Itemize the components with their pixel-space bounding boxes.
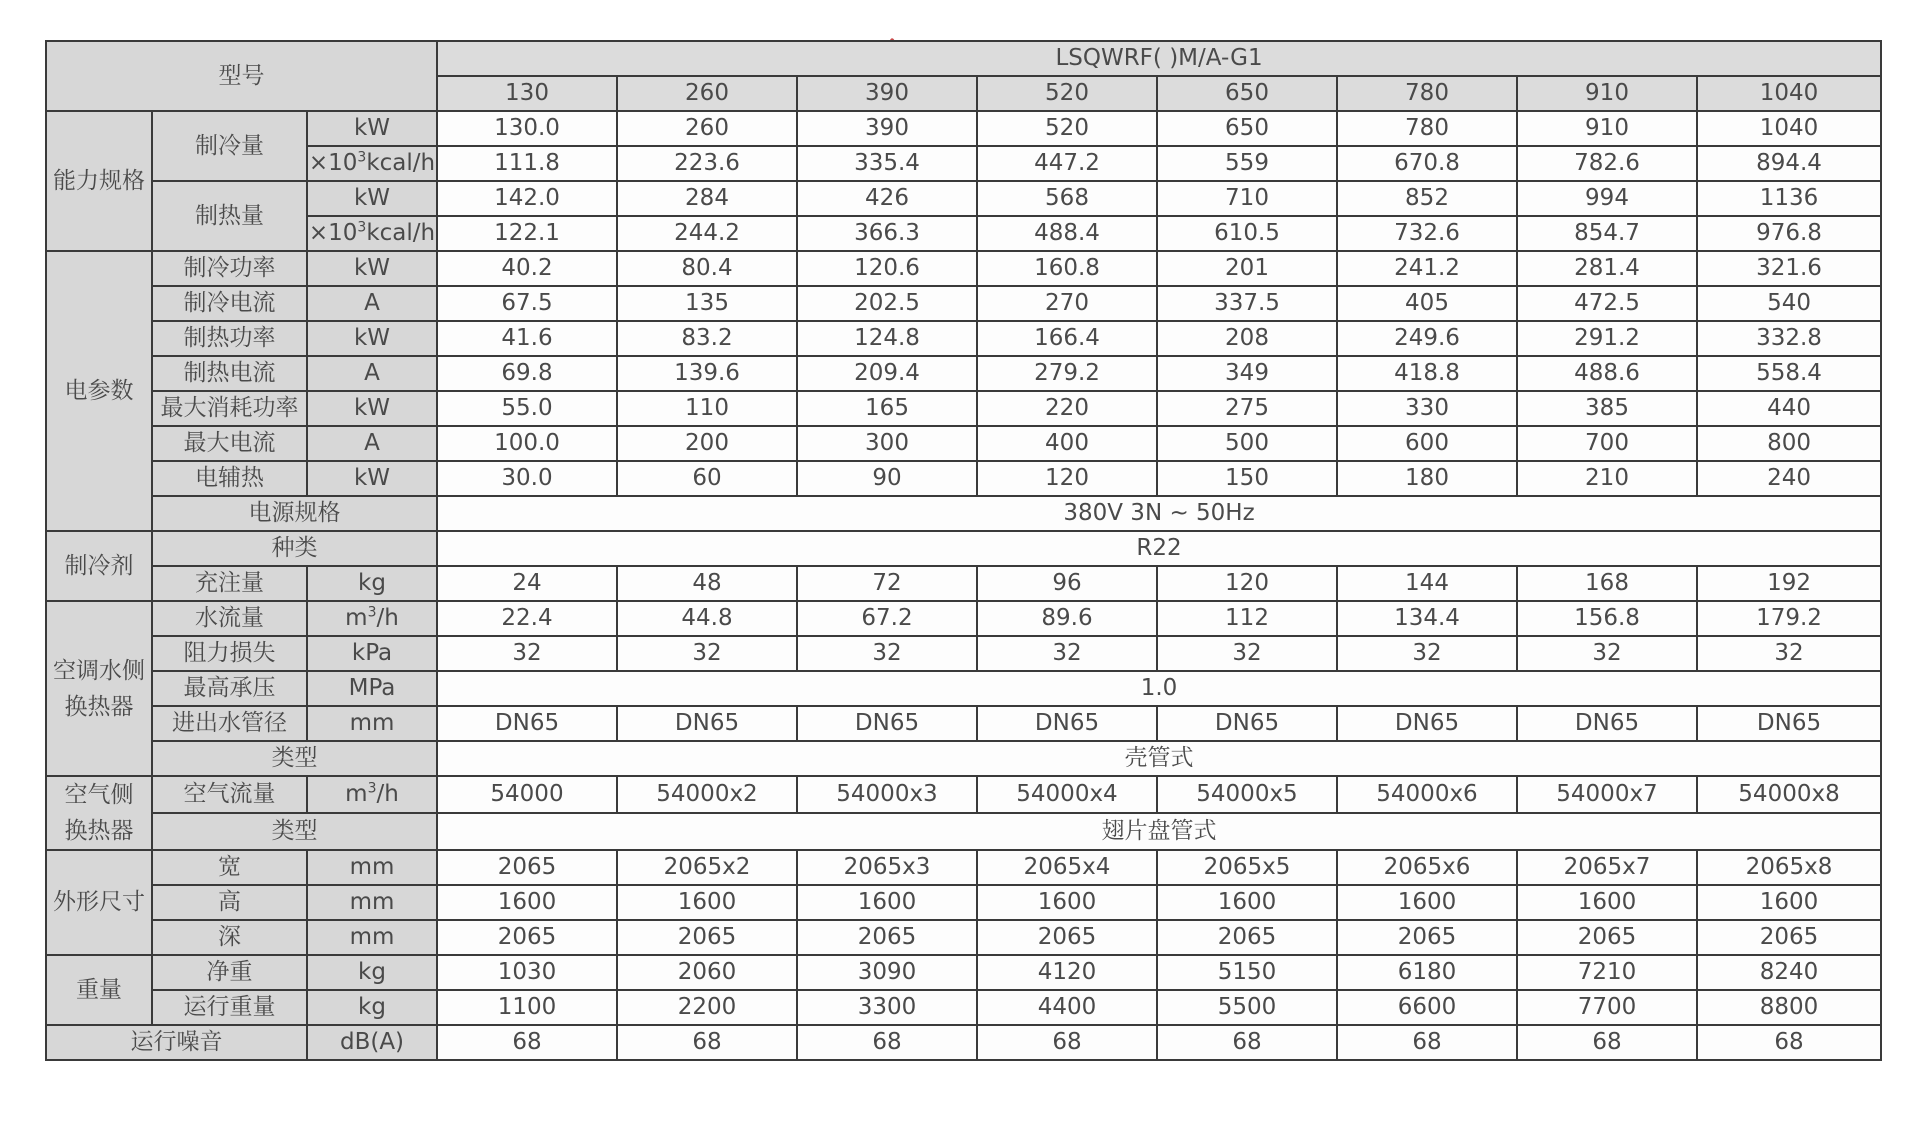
spec-sheet bbox=[45, 40, 1882, 1061]
value-cell: 32 bbox=[797, 636, 977, 671]
value-cell: 994 bbox=[1517, 181, 1697, 216]
value-cell: DN65 bbox=[1517, 706, 1697, 741]
unit-suffix: kcal/h bbox=[366, 220, 436, 246]
group-electrical: 电参数 bbox=[46, 251, 152, 531]
value-cell: 488.6 bbox=[1517, 356, 1697, 391]
row-label-cooling-capacity: 制冷量 bbox=[152, 111, 307, 181]
value-cell: 300 bbox=[797, 426, 977, 461]
value-cell: 180 bbox=[1337, 461, 1517, 496]
value-cell: DN65 bbox=[797, 706, 977, 741]
value-cell: 200 bbox=[617, 426, 797, 461]
value-cell: 2065 bbox=[437, 850, 617, 885]
value-cell: 44.8 bbox=[617, 601, 797, 636]
unit-cell: kg bbox=[307, 566, 437, 601]
value-cell: 192 bbox=[1697, 566, 1881, 601]
value-cell: 68 bbox=[977, 1025, 1157, 1060]
row-label: 深 bbox=[152, 920, 307, 955]
value-cell: 122.1 bbox=[437, 216, 617, 251]
value-cell: 54000x4 bbox=[977, 776, 1157, 813]
value-cell: 447.2 bbox=[977, 146, 1157, 181]
value-cell: DN65 bbox=[1697, 706, 1881, 741]
group-label-line: 空调水侧 bbox=[53, 657, 145, 684]
value-cell: 54000x3 bbox=[797, 776, 977, 813]
value-cell: 210 bbox=[1517, 461, 1697, 496]
row-heat-power bbox=[46, 321, 1881, 356]
row-heat-kw bbox=[46, 181, 1881, 216]
value-cell: 1600 bbox=[1697, 885, 1881, 920]
row-charge bbox=[46, 566, 1881, 601]
value-cell: 165 bbox=[797, 391, 977, 426]
value-cell: 142.0 bbox=[437, 181, 617, 216]
row-heat-current bbox=[46, 356, 1881, 391]
value-cell: 2065x7 bbox=[1517, 850, 1697, 885]
value-cell: 332.8 bbox=[1697, 321, 1881, 356]
row-cool-power bbox=[46, 251, 1881, 286]
value-cell: 8240 bbox=[1697, 955, 1881, 990]
value-cell: 54000x8 bbox=[1697, 776, 1881, 813]
value-cell: 156.8 bbox=[1517, 601, 1697, 636]
value-cell: 1600 bbox=[617, 885, 797, 920]
row-label: 宽 bbox=[152, 850, 307, 885]
value-cell: 120.6 bbox=[797, 251, 977, 286]
row-heat-kcal bbox=[46, 216, 1881, 251]
group-capacity: 能力规格 bbox=[46, 111, 152, 251]
unit-cell: kPa bbox=[307, 636, 437, 671]
unit-suffix: /h bbox=[376, 781, 399, 807]
row-depth bbox=[46, 920, 1881, 955]
row-refrigerant-type bbox=[46, 531, 1881, 566]
unit-cell: mm bbox=[307, 885, 437, 920]
value-cell: 240 bbox=[1697, 461, 1881, 496]
row-net-weight bbox=[46, 955, 1881, 990]
value-cell: 68 bbox=[1697, 1025, 1881, 1060]
value-cell: 852 bbox=[1337, 181, 1517, 216]
merged-value-max-pressure: 1.0 bbox=[437, 671, 1881, 706]
value-cell: 68 bbox=[797, 1025, 977, 1060]
row-label: 电辅热 bbox=[152, 461, 307, 496]
value-cell: 80.4 bbox=[617, 251, 797, 286]
value-cell: 418.8 bbox=[1337, 356, 1517, 391]
value-cell: 390 bbox=[797, 111, 977, 146]
unit-cell bbox=[307, 146, 437, 181]
value-cell: 330 bbox=[1337, 391, 1517, 426]
row-label: 最大消耗功率 bbox=[152, 391, 307, 426]
value-cell: 321.6 bbox=[1697, 251, 1881, 286]
value-cell: 2065 bbox=[1157, 920, 1337, 955]
value-cell: 89.6 bbox=[977, 601, 1157, 636]
value-cell: 610.5 bbox=[1157, 216, 1337, 251]
value-cell: 72 bbox=[797, 566, 977, 601]
value-cell: 110 bbox=[617, 391, 797, 426]
value-cell: 700 bbox=[1517, 426, 1697, 461]
row-op-weight bbox=[46, 990, 1881, 1025]
value-cell: 139.6 bbox=[617, 356, 797, 391]
row-label: 制热功率 bbox=[152, 321, 307, 356]
merged-value-power-supply: 380V 3N ~ 50Hz bbox=[437, 496, 1881, 531]
value-cell: 2065 bbox=[1697, 920, 1881, 955]
value-cell: 270 bbox=[977, 286, 1157, 321]
unit-exponent: 3 bbox=[357, 149, 367, 166]
row-height bbox=[46, 885, 1881, 920]
unit-cell: dB(A) bbox=[307, 1025, 437, 1060]
row-label: 充注量 bbox=[152, 566, 307, 601]
value-cell: 782.6 bbox=[1517, 146, 1697, 181]
value-cell: 7210 bbox=[1517, 955, 1697, 990]
value-cell: 32 bbox=[437, 636, 617, 671]
value-cell: 540 bbox=[1697, 286, 1881, 321]
model-column-header: 130 bbox=[437, 76, 617, 111]
value-cell: 349 bbox=[1157, 356, 1337, 391]
value-cell: DN65 bbox=[617, 706, 797, 741]
unit-cell: mm bbox=[307, 850, 437, 885]
group-dimensions: 外形尺寸 bbox=[46, 850, 152, 955]
row-pipe-diameter bbox=[46, 706, 1881, 741]
group-weight: 重量 bbox=[46, 955, 152, 1025]
value-cell: 1600 bbox=[797, 885, 977, 920]
value-cell: 223.6 bbox=[617, 146, 797, 181]
row-max-current bbox=[46, 426, 1881, 461]
value-cell: 780 bbox=[1337, 111, 1517, 146]
value-cell: 670.8 bbox=[1337, 146, 1517, 181]
merged-value-water-hx-type: 壳管式 bbox=[437, 741, 1881, 776]
value-cell: 650 bbox=[1157, 111, 1337, 146]
model-column-header: 260 bbox=[617, 76, 797, 111]
row-label: 阻力损失 bbox=[152, 636, 307, 671]
row-water-flow bbox=[46, 601, 1881, 636]
unit-cell: MPa bbox=[307, 671, 437, 706]
model-label: 型号 bbox=[46, 41, 437, 111]
unit-cell: kW bbox=[307, 181, 437, 216]
value-cell: 8800 bbox=[1697, 990, 1881, 1025]
unit-suffix: kcal/h bbox=[366, 150, 436, 176]
value-cell: 976.8 bbox=[1697, 216, 1881, 251]
model-column-header: 520 bbox=[977, 76, 1157, 111]
row-noise bbox=[46, 1025, 1881, 1060]
value-cell: 732.6 bbox=[1337, 216, 1517, 251]
value-cell: 160.8 bbox=[977, 251, 1157, 286]
value-cell: DN65 bbox=[437, 706, 617, 741]
value-cell: 5150 bbox=[1157, 955, 1337, 990]
value-cell: 800 bbox=[1697, 426, 1881, 461]
value-cell: 894.4 bbox=[1697, 146, 1881, 181]
value-cell: 5500 bbox=[1157, 990, 1337, 1025]
row-label: 净重 bbox=[152, 955, 307, 990]
value-cell: 201 bbox=[1157, 251, 1337, 286]
value-cell: 2065 bbox=[437, 920, 617, 955]
value-cell: 32 bbox=[617, 636, 797, 671]
value-cell: 202.5 bbox=[797, 286, 977, 321]
value-cell: 41.6 bbox=[437, 321, 617, 356]
value-cell: 120 bbox=[977, 461, 1157, 496]
value-cell: 249.6 bbox=[1337, 321, 1517, 356]
value-cell: 90 bbox=[797, 461, 977, 496]
row-cool-current bbox=[46, 286, 1881, 321]
row-label-power-supply: 电源规格 bbox=[152, 496, 437, 531]
value-cell: 910 bbox=[1517, 111, 1697, 146]
unit-cell: kW bbox=[307, 111, 437, 146]
value-cell: 209.4 bbox=[797, 356, 977, 391]
value-cell: 30.0 bbox=[437, 461, 617, 496]
value-cell: 83.2 bbox=[617, 321, 797, 356]
value-cell: 32 bbox=[1337, 636, 1517, 671]
model-column-header: 1040 bbox=[1697, 76, 1881, 111]
unit-exponent: 3 bbox=[367, 604, 377, 621]
group-air_hx bbox=[46, 776, 152, 850]
unit-cell: mm bbox=[307, 706, 437, 741]
value-cell: 3300 bbox=[797, 990, 977, 1025]
row-label-heating-capacity: 制热量 bbox=[152, 181, 307, 251]
value-cell: 488.4 bbox=[977, 216, 1157, 251]
value-cell: 1600 bbox=[437, 885, 617, 920]
unit-cell: A bbox=[307, 356, 437, 391]
unit-prefix: ×10 bbox=[308, 220, 358, 246]
row-cool-kw bbox=[46, 111, 1881, 146]
value-cell: 2065x4 bbox=[977, 850, 1157, 885]
value-cell: 2065 bbox=[1517, 920, 1697, 955]
value-cell: 24 bbox=[437, 566, 617, 601]
group-refrigerant: 制冷剂 bbox=[46, 531, 152, 601]
group-label-line: 换热器 bbox=[64, 818, 134, 844]
value-cell: 568 bbox=[977, 181, 1157, 216]
unit-cell: kg bbox=[307, 955, 437, 990]
row-label: 制热电流 bbox=[152, 356, 307, 391]
value-cell: 559 bbox=[1157, 146, 1337, 181]
value-cell: 1040 bbox=[1697, 111, 1881, 146]
value-cell: 55.0 bbox=[437, 391, 617, 426]
value-cell: 168 bbox=[1517, 566, 1697, 601]
merged-value-refrigerant: R22 bbox=[437, 531, 1881, 566]
value-cell: 150 bbox=[1157, 461, 1337, 496]
value-cell: 520 bbox=[977, 111, 1157, 146]
value-cell: 279.2 bbox=[977, 356, 1157, 391]
value-cell: 69.8 bbox=[437, 356, 617, 391]
row-water-hx-type bbox=[46, 741, 1881, 776]
value-cell: 500 bbox=[1157, 426, 1337, 461]
value-cell: 54000x7 bbox=[1517, 776, 1697, 813]
value-cell: 281.4 bbox=[1517, 251, 1697, 286]
unit-cell: kW bbox=[307, 251, 437, 286]
row-label: 空气流量 bbox=[152, 776, 307, 813]
value-cell: 2065x6 bbox=[1337, 850, 1517, 885]
value-cell: 68 bbox=[617, 1025, 797, 1060]
unit-cell: A bbox=[307, 286, 437, 321]
value-cell: 54000 bbox=[437, 776, 617, 813]
row-air-hx-type bbox=[46, 813, 1881, 850]
row-label: 水流量 bbox=[152, 601, 307, 636]
value-cell: 2065 bbox=[977, 920, 1157, 955]
row-width bbox=[46, 850, 1881, 885]
value-cell: 134.4 bbox=[1337, 601, 1517, 636]
value-cell: 244.2 bbox=[617, 216, 797, 251]
value-cell: 60 bbox=[617, 461, 797, 496]
header-row-series bbox=[46, 41, 1881, 76]
value-cell: 54000x6 bbox=[1337, 776, 1517, 813]
value-cell: 4400 bbox=[977, 990, 1157, 1025]
value-cell: 67.2 bbox=[797, 601, 977, 636]
model-column-header: 780 bbox=[1337, 76, 1517, 111]
value-cell: 275 bbox=[1157, 391, 1337, 426]
row-air-flow bbox=[46, 776, 1881, 813]
unit-cell bbox=[307, 776, 437, 813]
value-cell: 2060 bbox=[617, 955, 797, 990]
group-label-line: 空气侧 bbox=[64, 782, 134, 808]
value-cell: 2065x3 bbox=[797, 850, 977, 885]
value-cell: 241.2 bbox=[1337, 251, 1517, 286]
merged-value-air-hx-type: 翅片盘管式 bbox=[437, 813, 1881, 850]
value-cell: 48 bbox=[617, 566, 797, 601]
value-cell: 68 bbox=[1517, 1025, 1697, 1060]
unit-suffix: /h bbox=[376, 605, 399, 631]
value-cell: 337.5 bbox=[1157, 286, 1337, 321]
value-cell: 68 bbox=[1157, 1025, 1337, 1060]
value-cell: 111.8 bbox=[437, 146, 617, 181]
value-cell: 32 bbox=[1697, 636, 1881, 671]
row-pressure-drop bbox=[46, 636, 1881, 671]
value-cell: 335.4 bbox=[797, 146, 977, 181]
row-max-power bbox=[46, 391, 1881, 426]
value-cell: 1100 bbox=[437, 990, 617, 1025]
value-cell: 68 bbox=[1337, 1025, 1517, 1060]
row-label-noise: 运行噪音 bbox=[46, 1025, 307, 1060]
value-cell: 710 bbox=[1157, 181, 1337, 216]
row-label: 最大电流 bbox=[152, 426, 307, 461]
unit-cell: kW bbox=[307, 391, 437, 426]
row-label: 进出水管径 bbox=[152, 706, 307, 741]
unit-cell: kW bbox=[307, 321, 437, 356]
value-cell: 6180 bbox=[1337, 955, 1517, 990]
value-cell: 135 bbox=[617, 286, 797, 321]
value-cell: DN65 bbox=[1337, 706, 1517, 741]
row-label-refrigerant-type: 种类 bbox=[152, 531, 437, 566]
value-cell: 1600 bbox=[1517, 885, 1697, 920]
value-cell: 4120 bbox=[977, 955, 1157, 990]
value-cell: 32 bbox=[1157, 636, 1337, 671]
value-cell: 1600 bbox=[1157, 885, 1337, 920]
value-cell: 440 bbox=[1697, 391, 1881, 426]
value-cell: 130.0 bbox=[437, 111, 617, 146]
value-cell: 3090 bbox=[797, 955, 977, 990]
value-cell: 600 bbox=[1337, 426, 1517, 461]
value-cell: 112 bbox=[1157, 601, 1337, 636]
value-cell: 2065 bbox=[797, 920, 977, 955]
unit-base: m bbox=[345, 605, 368, 631]
value-cell: 100.0 bbox=[437, 426, 617, 461]
row-power-supply bbox=[46, 496, 1881, 531]
value-cell: 291.2 bbox=[1517, 321, 1697, 356]
value-cell: 67.5 bbox=[437, 286, 617, 321]
unit-prefix: ×10 bbox=[308, 150, 358, 176]
value-cell: 68 bbox=[437, 1025, 617, 1060]
row-max-pressure bbox=[46, 671, 1881, 706]
series-name: LSQWRF( )M/A-G1 bbox=[437, 41, 1881, 76]
value-cell: 40.2 bbox=[437, 251, 617, 286]
unit-cell: mm bbox=[307, 920, 437, 955]
value-cell: 854.7 bbox=[1517, 216, 1697, 251]
value-cell: 54000x2 bbox=[617, 776, 797, 813]
model-column-header: 390 bbox=[797, 76, 977, 111]
value-cell: 1600 bbox=[1337, 885, 1517, 920]
value-cell: 144 bbox=[1337, 566, 1517, 601]
value-cell: 1136 bbox=[1697, 181, 1881, 216]
unit-cell: kg bbox=[307, 990, 437, 1025]
row-label: 最高承压 bbox=[152, 671, 307, 706]
unit-base: m bbox=[345, 781, 368, 807]
value-cell: 96 bbox=[977, 566, 1157, 601]
unit-cell bbox=[307, 601, 437, 636]
unit-cell bbox=[307, 216, 437, 251]
row-label-type: 类型 bbox=[152, 813, 437, 850]
value-cell: 2065x8 bbox=[1697, 850, 1881, 885]
value-cell: 1030 bbox=[437, 955, 617, 990]
value-cell: 220 bbox=[977, 391, 1157, 426]
row-aux-heat bbox=[46, 461, 1881, 496]
value-cell: 2065 bbox=[617, 920, 797, 955]
value-cell: 2200 bbox=[617, 990, 797, 1025]
row-label: 制冷功率 bbox=[152, 251, 307, 286]
value-cell: 385 bbox=[1517, 391, 1697, 426]
value-cell: 32 bbox=[977, 636, 1157, 671]
value-cell: 2065x5 bbox=[1157, 850, 1337, 885]
row-cool-kcal bbox=[46, 146, 1881, 181]
value-cell: 405 bbox=[1337, 286, 1517, 321]
value-cell: 1600 bbox=[977, 885, 1157, 920]
unit-cell: A bbox=[307, 426, 437, 461]
value-cell: 179.2 bbox=[1697, 601, 1881, 636]
value-cell: 32 bbox=[1517, 636, 1697, 671]
spec-table bbox=[45, 40, 1882, 1061]
model-column-header: 650 bbox=[1157, 76, 1337, 111]
value-cell: DN65 bbox=[977, 706, 1157, 741]
value-cell: 558.4 bbox=[1697, 356, 1881, 391]
value-cell: 366.3 bbox=[797, 216, 977, 251]
unit-cell: kW bbox=[307, 461, 437, 496]
value-cell: 284 bbox=[617, 181, 797, 216]
value-cell: 54000x5 bbox=[1157, 776, 1337, 813]
value-cell: 120 bbox=[1157, 566, 1337, 601]
value-cell: 472.5 bbox=[1517, 286, 1697, 321]
value-cell: 7700 bbox=[1517, 990, 1697, 1025]
value-cell: 2065x2 bbox=[617, 850, 797, 885]
value-cell: 426 bbox=[797, 181, 977, 216]
model-column-header: 910 bbox=[1517, 76, 1697, 111]
row-label: 高 bbox=[152, 885, 307, 920]
value-cell: 208 bbox=[1157, 321, 1337, 356]
value-cell: 22.4 bbox=[437, 601, 617, 636]
unit-exponent: 3 bbox=[367, 780, 377, 797]
row-label: 运行重量 bbox=[152, 990, 307, 1025]
value-cell: 260 bbox=[617, 111, 797, 146]
unit-exponent: 3 bbox=[357, 219, 367, 236]
value-cell: 2065 bbox=[1337, 920, 1517, 955]
group-water_hx bbox=[46, 601, 152, 776]
value-cell: DN65 bbox=[1157, 706, 1337, 741]
value-cell: 400 bbox=[977, 426, 1157, 461]
row-label: 制冷电流 bbox=[152, 286, 307, 321]
group-label-line: 换热器 bbox=[64, 693, 134, 720]
value-cell: 6600 bbox=[1337, 990, 1517, 1025]
row-label-type: 类型 bbox=[152, 741, 437, 776]
value-cell: 166.4 bbox=[977, 321, 1157, 356]
value-cell: 124.8 bbox=[797, 321, 977, 356]
